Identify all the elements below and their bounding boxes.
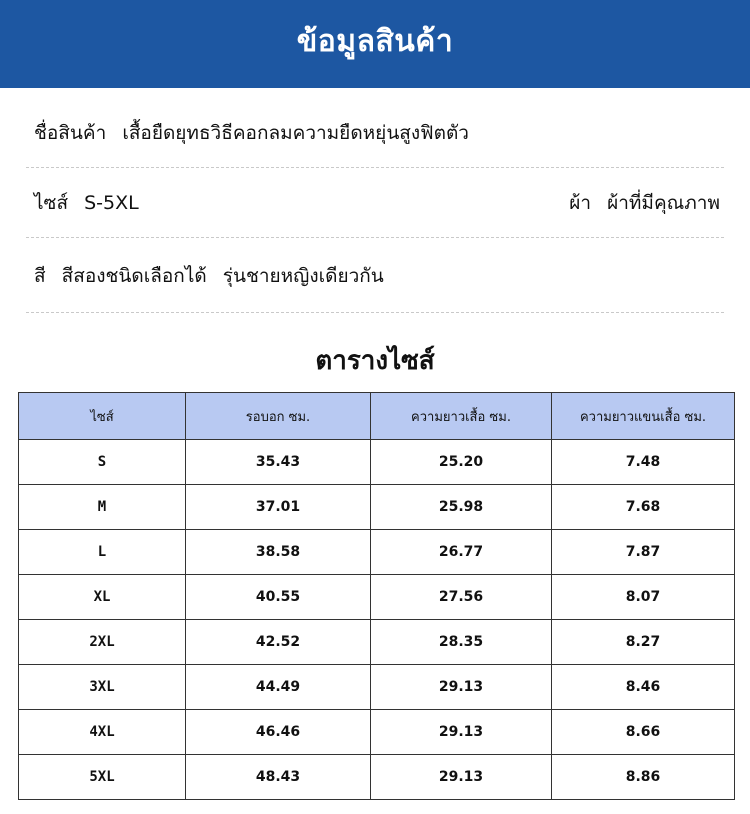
length-cell: 25.20	[371, 440, 552, 485]
size-cell: S	[19, 440, 186, 485]
sleeve-cell: 8.46	[552, 665, 735, 710]
size-info	[34, 188, 139, 218]
fabric-value: ผ้าที่มีคุณภาพ	[607, 191, 720, 214]
color-fit-row	[26, 239, 724, 313]
size-chart-title: ตารางไซส์	[315, 346, 435, 376]
size-cell: L	[19, 530, 186, 575]
header-banner	[0, 0, 750, 88]
sleeve-cell: 8.86	[552, 755, 735, 800]
table-row	[19, 620, 735, 665]
chest-cell: 40.55	[186, 575, 371, 620]
size-cell: XL	[19, 575, 186, 620]
header-length: ความยาวเสื้อ ซม.	[371, 393, 552, 440]
length-cell: 27.56	[371, 575, 552, 620]
table-row	[19, 530, 735, 575]
chest-cell: 48.43	[186, 755, 371, 800]
size-fabric-row	[26, 168, 724, 238]
size-label: ไซส์	[34, 191, 69, 214]
color-value: สีสองชนิดเลือกได้	[61, 264, 207, 287]
header-sleeve: ความยาวแขนเสื้อ ซม.	[552, 393, 735, 440]
table-row	[19, 755, 735, 800]
product-name-value: เสื้อยืดยุทธวิธีคอกลมความยืดหยุ่นสูงฟิตตัว	[122, 121, 469, 144]
sleeve-cell: 8.07	[552, 575, 735, 620]
size-cell: 4XL	[19, 710, 186, 755]
table-row	[19, 710, 735, 755]
length-cell: 29.13	[371, 665, 552, 710]
sleeve-cell: 7.68	[552, 485, 735, 530]
header-chest: รอบอก ซม.	[186, 393, 371, 440]
sleeve-cell: 8.27	[552, 620, 735, 665]
table-row	[19, 485, 735, 530]
length-cell: 29.13	[371, 710, 552, 755]
table-row	[19, 440, 735, 485]
chest-cell: 46.46	[186, 710, 371, 755]
size-cell: M	[19, 485, 186, 530]
chest-cell: 44.49	[186, 665, 371, 710]
header-size: ไซส์	[19, 393, 186, 440]
size-cell: 2XL	[19, 620, 186, 665]
length-cell: 26.77	[371, 530, 552, 575]
size-cell: 5XL	[19, 755, 186, 800]
length-cell: 25.98	[371, 485, 552, 530]
product-name-group	[34, 118, 469, 148]
color-info	[34, 261, 384, 291]
sleeve-cell: 7.87	[552, 530, 735, 575]
length-cell: 28.35	[371, 620, 552, 665]
table-row	[19, 575, 735, 620]
table-header-row	[19, 393, 735, 440]
size-cell: 3XL	[19, 665, 186, 710]
product-name-label: ชื่อสินค้า	[34, 121, 107, 144]
page-title: ข้อมูลสินค้า	[296, 23, 454, 59]
chest-cell: 42.52	[186, 620, 371, 665]
table-row	[19, 665, 735, 710]
sleeve-cell: 7.48	[552, 440, 735, 485]
color-label: สี	[34, 264, 46, 287]
length-cell: 29.13	[371, 755, 552, 800]
product-name-row	[26, 98, 724, 168]
fit-value: รุ่นชายหญิงเดียวกัน	[222, 264, 384, 287]
chest-cell: 35.43	[186, 440, 371, 485]
chest-cell: 38.58	[186, 530, 371, 575]
fabric-label: ผ้า	[569, 191, 592, 214]
sleeve-cell: 8.66	[552, 710, 735, 755]
fabric-info	[569, 188, 720, 218]
size-value: S-5XL	[84, 191, 139, 214]
chest-cell: 37.01	[186, 485, 371, 530]
size-chart-table	[18, 392, 735, 800]
